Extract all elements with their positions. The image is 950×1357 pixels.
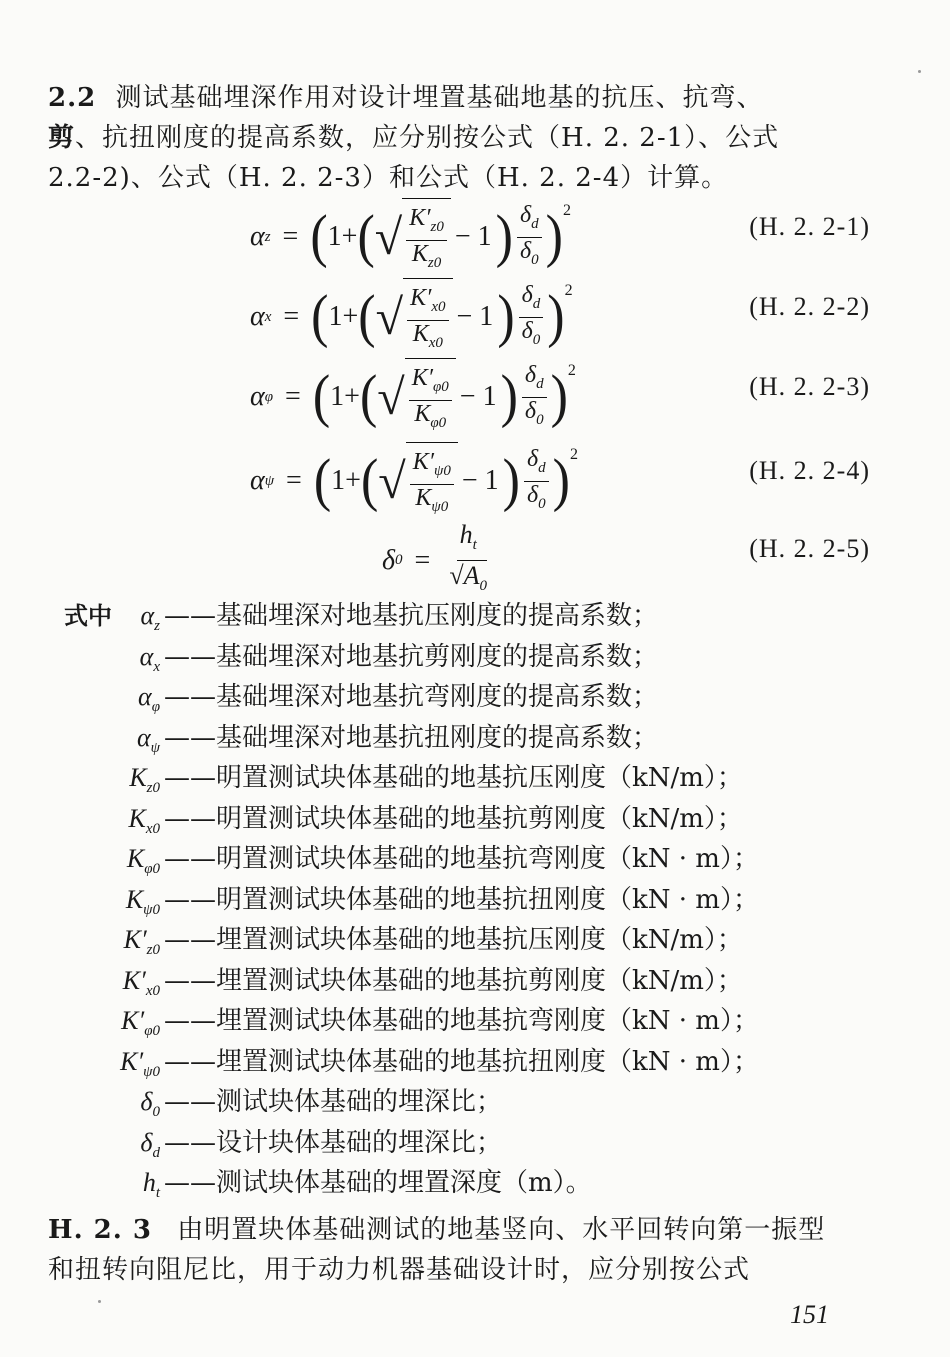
definition-row: [64, 1001, 864, 1041]
formula-ref: (H. 2. 2-2): [749, 292, 870, 321]
formula5-lhs-sub: 0: [395, 552, 403, 568]
definition-symbol-base: K: [125, 884, 144, 914]
definition-symbol-base: K′: [120, 1046, 144, 1076]
formula-ref: (H. 2. 2-1): [749, 212, 870, 241]
definition-text: ——埋置测试块体基础的地基抗扭刚度（kN · m）；: [164, 1046, 759, 1077]
section-h23-line2: 和扭转向阻尼比，用于动力机器基础设计时，应分别按公式: [48, 1255, 751, 1285]
definition-symbol-base: K: [128, 803, 146, 833]
definition-symbol-sub: ψ0: [143, 1063, 160, 1080]
formula-k-sub-num: φ0: [432, 379, 449, 395]
section-h23-paragraph: [48, 1210, 868, 1290]
definition-row: [64, 637, 864, 677]
definition-symbol-sub: x0: [145, 820, 160, 837]
definition-row: [64, 718, 864, 758]
definition-text: ——设计块体基础的埋深比；: [164, 1127, 503, 1158]
definition-text: ——基础埋深对地基抗压刚度的提高系数；: [164, 601, 659, 631]
definition-row: [64, 880, 864, 920]
formula-ref: (H. 2. 2-3): [749, 372, 870, 401]
definition-symbol-sub: t: [155, 1185, 160, 1201]
definition-symbol-sub: φ0: [144, 1023, 160, 1039]
definition-symbol-base: K: [126, 844, 145, 873]
definition-symbol-base: δ: [140, 1087, 153, 1116]
definition-text: ——基础埋深对地基抗扭刚度的提高系数；: [164, 722, 659, 753]
where-label: 式中: [64, 601, 112, 630]
formula-lhs: α: [250, 221, 265, 252]
formula-h22-4: α ψ = ( 1+ ( √ $\frac{K'_{\psi 0}}{K_{\psi 0}}$ − 1 ) $\frac{\delta_d}{\delta_0}$ ) 2 (H. 2. 2-4): [250, 442, 870, 512]
formula-ref: (H. 2. 2-4): [749, 456, 870, 485]
definition-text: ——埋置测试块体基础的地基抗剪刚度（kN/m）；: [164, 965, 743, 996]
definition-symbol-base: α: [137, 722, 151, 752]
definition-row: [64, 961, 864, 1001]
formula5-num-sub: t: [472, 537, 477, 553]
definition-row: [64, 1082, 864, 1122]
section-h22-line2: 、抗扭刚度的提高系数，应分别按公式（H. 2. 2-1）、公式: [75, 123, 780, 153]
definition-symbol-sub: z: [154, 618, 160, 634]
section-h22-line3: 、公式（H. 2. 2-3）和公式（H. 2. 2-4）计算。: [130, 163, 729, 193]
definition-symbol-sub: φ: [151, 699, 160, 715]
definition-row: [64, 920, 864, 960]
formula-lhs-sub: ψ: [264, 472, 275, 489]
definition-row: [64, 1163, 864, 1203]
definition-symbol-base: α: [140, 601, 155, 630]
definition-symbol-sub: φ0: [144, 861, 160, 877]
definition-symbol-base: δ: [140, 1127, 153, 1157]
formula5-num: h: [459, 520, 473, 549]
formula-lhs: α: [250, 465, 265, 496]
definition-text: ——基础埋深对地基抗弯刚度的提高系数；: [164, 682, 659, 712]
scan-speck: [98, 1300, 101, 1303]
definition-text: ——基础埋深对地基抗剪刚度的提高系数；: [164, 641, 659, 672]
definition-row: [64, 758, 864, 798]
section-h22-line2-lead: 剪: [48, 123, 76, 153]
formula5-den-sub: 0: [479, 578, 487, 594]
formula5-den: A: [463, 561, 480, 590]
formula-lhs-sub: z: [264, 228, 271, 245]
formula-lhs: α: [250, 301, 265, 332]
definition-symbol-base: K: [129, 763, 147, 792]
formula-k-sub-den: ψ0: [431, 499, 449, 515]
definition-symbol-sub: ψ0: [143, 901, 160, 918]
definition-text: ——明置测试块体基础的地基抗压刚度（kN/m）；: [164, 763, 743, 793]
definition-text: ——明置测试块体基础的地基抗剪刚度（kN/m）；: [164, 803, 743, 834]
definition-symbol-base: K′: [122, 965, 146, 995]
scan-speck: [918, 70, 921, 73]
definition-symbol-sub: d: [152, 1144, 160, 1161]
definition-symbol-base: h: [142, 1168, 156, 1197]
definition-row: [64, 677, 864, 717]
definition-symbol: [64, 1163, 160, 1213]
section-h22-line1: 测试基础埋深作用对设计埋置基础地基的抗压、抗弯、: [115, 83, 764, 113]
definition-row: [64, 799, 864, 839]
section-h23-line1: 由明置块体基础测试的地基竖向、水平回转向第一振型: [177, 1215, 826, 1245]
section-h22-line3-lead: 2.2-2): [48, 163, 131, 193]
formula-h22-5: δ 0 = $\frac{h_t}{√A_0}$ (H. 2. 2-5): [382, 520, 870, 594]
formula-k-sub-num: x0: [431, 299, 446, 315]
formula5-lhs: δ: [382, 544, 396, 576]
section-h23-label: H. 2. 3: [48, 1215, 152, 1245]
page-number: 151: [790, 1300, 829, 1329]
formula-lhs-sub: φ: [264, 388, 274, 405]
definition-text: ——明置测试块体基础的地基抗弯刚度（kN · m）；: [164, 844, 759, 874]
section-h22-paragraph: [48, 78, 868, 198]
formula-lhs: α: [250, 381, 265, 412]
definition-symbol-sub: 0: [152, 1104, 160, 1120]
definition-text: ——测试块体基础的埋置深度（m）。: [164, 1168, 592, 1198]
definition-symbol-base: α: [139, 641, 154, 671]
formula-k-sub-num: ψ0: [434, 463, 451, 479]
formula-h22-2: α x = ( 1+ ( √ $\frac{K'_{x0}}{K_{x0}}$ − 1 ) $\frac{\delta_d}{\delta_0}$ ) 2 (H. 2. 2-2): [250, 278, 870, 348]
definition-symbol-sub: x: [153, 658, 160, 675]
definition-symbol-sub: z0: [146, 942, 160, 958]
definition-symbol-base: K′: [121, 1006, 145, 1035]
definition-row: [64, 596, 864, 636]
definition-text: ——埋置测试块体基础的地基抗弯刚度（kN · m）；: [164, 1006, 759, 1036]
definition-symbol-sub: x0: [145, 982, 160, 999]
formula-k-sub-num: z0: [430, 219, 444, 235]
definition-symbol-base: α: [138, 682, 152, 711]
definition-symbol-sub: ψ: [150, 739, 160, 756]
definition-text: ——明置测试块体基础的地基抗扭刚度（kN · m）；: [164, 884, 759, 915]
formula-ref: (H. 2. 2-5): [749, 534, 870, 563]
definition-row: [64, 1123, 864, 1163]
formula-k-sub-den: φ0: [430, 415, 447, 431]
formula-h22-1: α z = ( 1+ ( √ $\frac{K'_{z0}}{K_{z0}}$ − 1 ) $\frac{\delta_d}{\delta_0}$ ) 2 (H. 2. 2-1): [250, 198, 870, 268]
formula-h22-3: α φ = ( 1+ ( √ $\frac{K'_{\varphi 0}}{K_{\varphi 0}}$ − 1 ) $\frac{\delta_d}{\delta_0}$ ) 2 (H. 2. 2-3): [250, 358, 870, 428]
formula-k-sub-den: x0: [428, 335, 443, 351]
definition-row: [64, 1042, 864, 1082]
definition-symbol-sub: z0: [146, 780, 160, 796]
definition-row: [64, 839, 864, 879]
definition-text: ——测试块体基础的埋深比；: [164, 1087, 503, 1117]
formula-lhs-sub: x: [264, 308, 272, 325]
formula-k-sub-den: z0: [427, 255, 442, 271]
section-h22-label: 2.2: [48, 83, 97, 113]
definition-text: ——埋置测试块体基础的地基抗压刚度（kN/m）；: [164, 925, 743, 955]
definition-symbol-base: K′: [123, 925, 147, 954]
